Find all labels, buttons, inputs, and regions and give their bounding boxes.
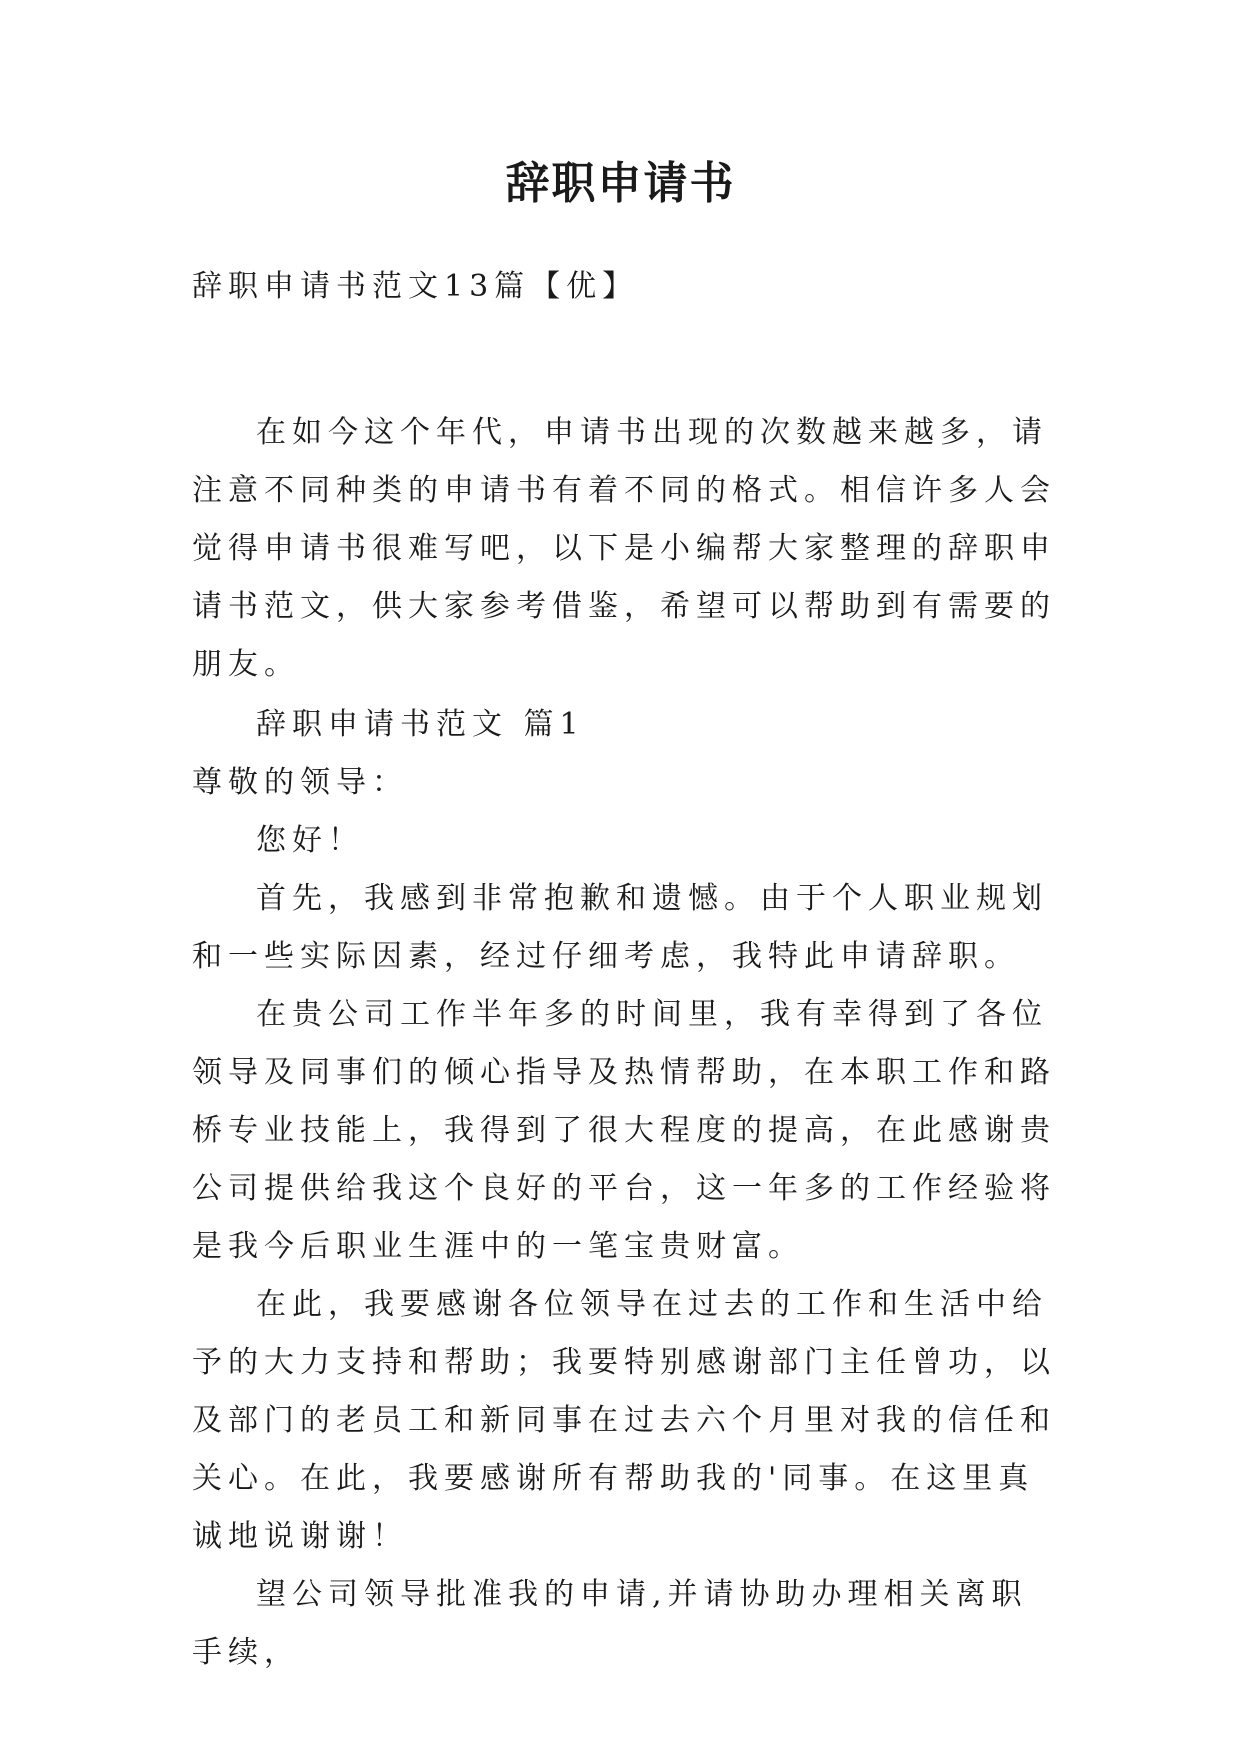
- letter-paragraph-2: 在贵公司工作半年多的时间里，我有幸得到了各位领导及同事们的倾心指导及热情帮助，在本职工作和路桥专业技能上，我得到了很大程度的提高，在此感谢贵公司提供给我这个良好的平台，这一年多的工作经验将是我今后职业生涯中的一笔宝贵财富。: [192, 997, 1056, 1264]
- section-heading: 辞职申请书范文 篇1: [256, 707, 585, 742]
- document-subtitle: [192, 258, 1062, 316]
- intro-text: 在如今这个年代，申请书出现的次数越来越多，请注意不同种类的申请书有着不同的格式。相信许多人会觉得申请书很难写吧，以下是小编帮大家整理的辞职申请书范文，供大家参考借鉴，希望可以帮助到有需要的朋友。: [192, 415, 1056, 682]
- letter-paragraph-3: 在此，我要感谢各位领导在过去的工作和生活中给予的大力支持和帮助；我要特别感谢部门主任曾功，以及部门的老员工和新同事在过去六个月里对我的信任和关心。在此，我要感谢所有帮助我的'同事。在这里真诚地说谢谢！: [192, 1287, 1056, 1554]
- greeting: 您好！: [256, 823, 364, 858]
- salutation: 尊敬的领导：: [192, 765, 408, 800]
- intro-paragraph: [192, 404, 1062, 694]
- letter-paragraph-1: 首先，我感到非常抱歉和遗憾。由于个人职业规划和一些实际因素，经过仔细考虑，我特此申请辞职。: [192, 881, 1048, 974]
- letter-paragraph-4: 望公司领导批准我的申请,并请协助办理相关离职手续，: [192, 1577, 1028, 1670]
- document-title: 辞职申请书: [505, 158, 736, 209]
- subtitle-text: 辞职申请书范文13篇【优】: [192, 269, 639, 304]
- letter-body: [192, 696, 1062, 1682]
